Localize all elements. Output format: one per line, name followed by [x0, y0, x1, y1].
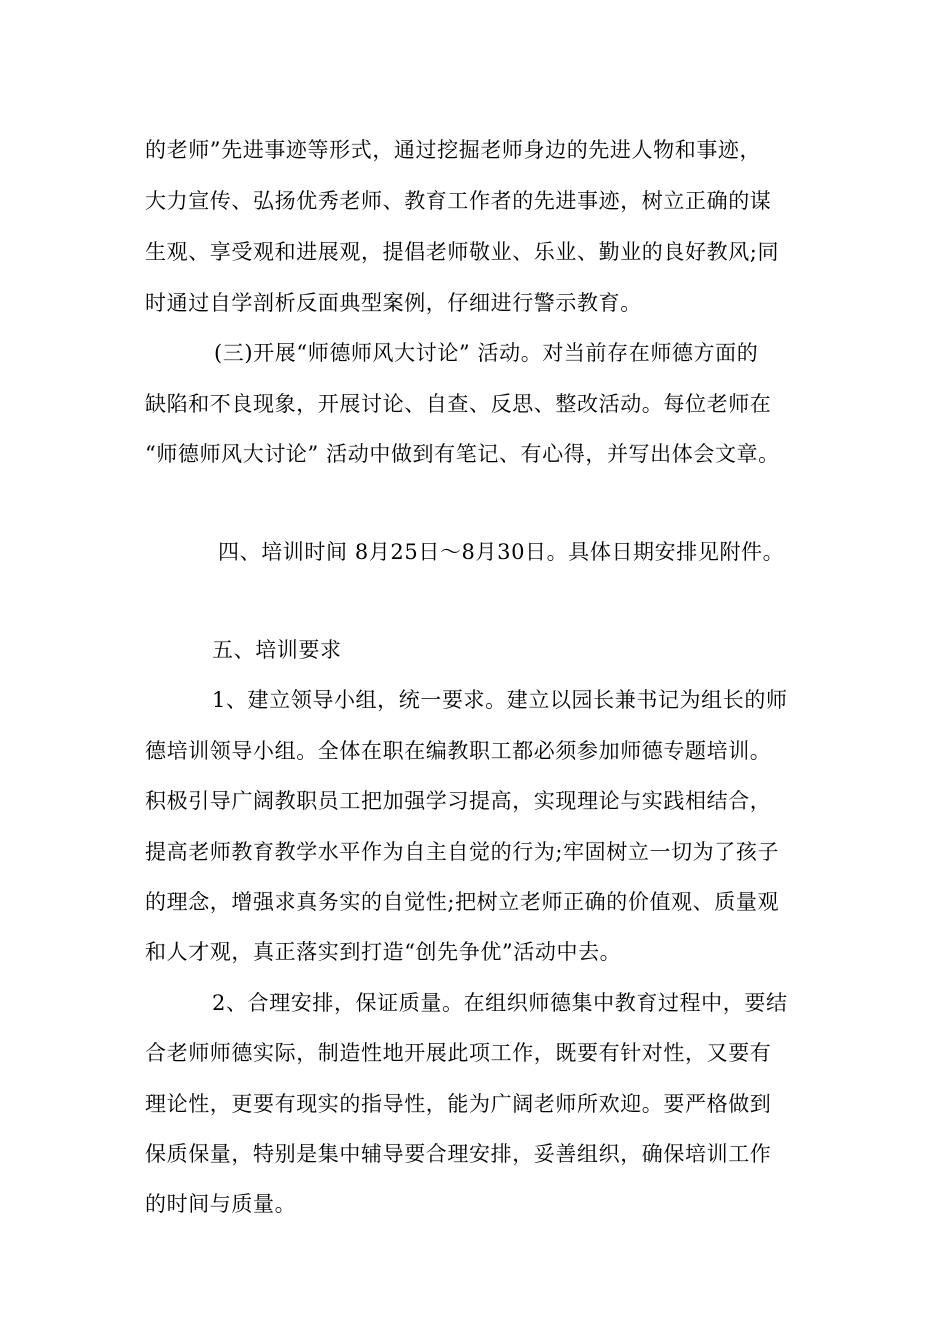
paragraph-line: 的时间与质量。	[145, 1192, 297, 1216]
paragraph-line: 大力宣传、弘扬优秀老师、教育工作者的先进事迹，树立正确的谋	[145, 189, 772, 213]
paragraph-line: 和人才观，真正落实到打造“创先争优”活动中去。	[145, 940, 622, 964]
paragraph-line: 积极引导广阔教职员工把加强学习提高，实现理论与实践相结合，	[145, 789, 772, 813]
paragraph-line: 缺陷和不良现象，开展讨论、自查、反思、整改活动。每位老师在	[145, 392, 772, 416]
paragraph-line: 提高老师教育教学水平作为自主自觉的行为;牢固树立一切为了孩子	[145, 840, 780, 864]
paragraph-line: (三)开展“师德师风大讨论” 活动。对当前存在师德方面的	[214, 341, 759, 365]
section-heading-training-requirements: 五、培训要求	[212, 638, 342, 662]
paragraph-line: 合老师师德实际，制造性地开展此项工作，既要有针对性，又要有	[145, 1041, 772, 1065]
paragraph-line: 时通过自学剖析反面典型案例，仔细进行警示教育。	[145, 291, 642, 315]
paragraph-line: 的老师”先进事迹等形式，通过挖掘老师身边的先进人物和事迹，	[145, 138, 762, 162]
paragraph-line: 德培训领导小组。全体在职在编教职工都必须参加师德专题培训。	[145, 739, 772, 763]
paragraph-line: 1、建立领导小组，统一要求。建立以园长兼书记为组长的师	[212, 688, 788, 712]
paragraph-line: 生观、享受观和进展观，提倡老师敬业、乐业、勤业的良好教风;同	[145, 240, 780, 264]
paragraph-line: 保质保量，特别是集中辅导要合理安排，妥善组织，确保培训工作	[145, 1142, 772, 1166]
paragraph-line: “师德师风大讨论” 活动中做到有笔记、有心得，并写出体会文章。	[145, 442, 780, 466]
paragraph-line: 理论性，更要有现实的指导性，能为广阔老师所欢迎。要严格做到	[145, 1092, 772, 1116]
section-heading-training-time: 四、培训时间 8月25日～8月30日。具体日期安排见附件。	[218, 540, 785, 564]
paragraph-line: 的理念，增强求真务实的自觉性;把树立老师正确的价值观、质量观	[145, 890, 780, 914]
paragraph-line: 2、合理安排，保证质量。在组织师德集中教育过程中，要结	[212, 991, 788, 1015]
